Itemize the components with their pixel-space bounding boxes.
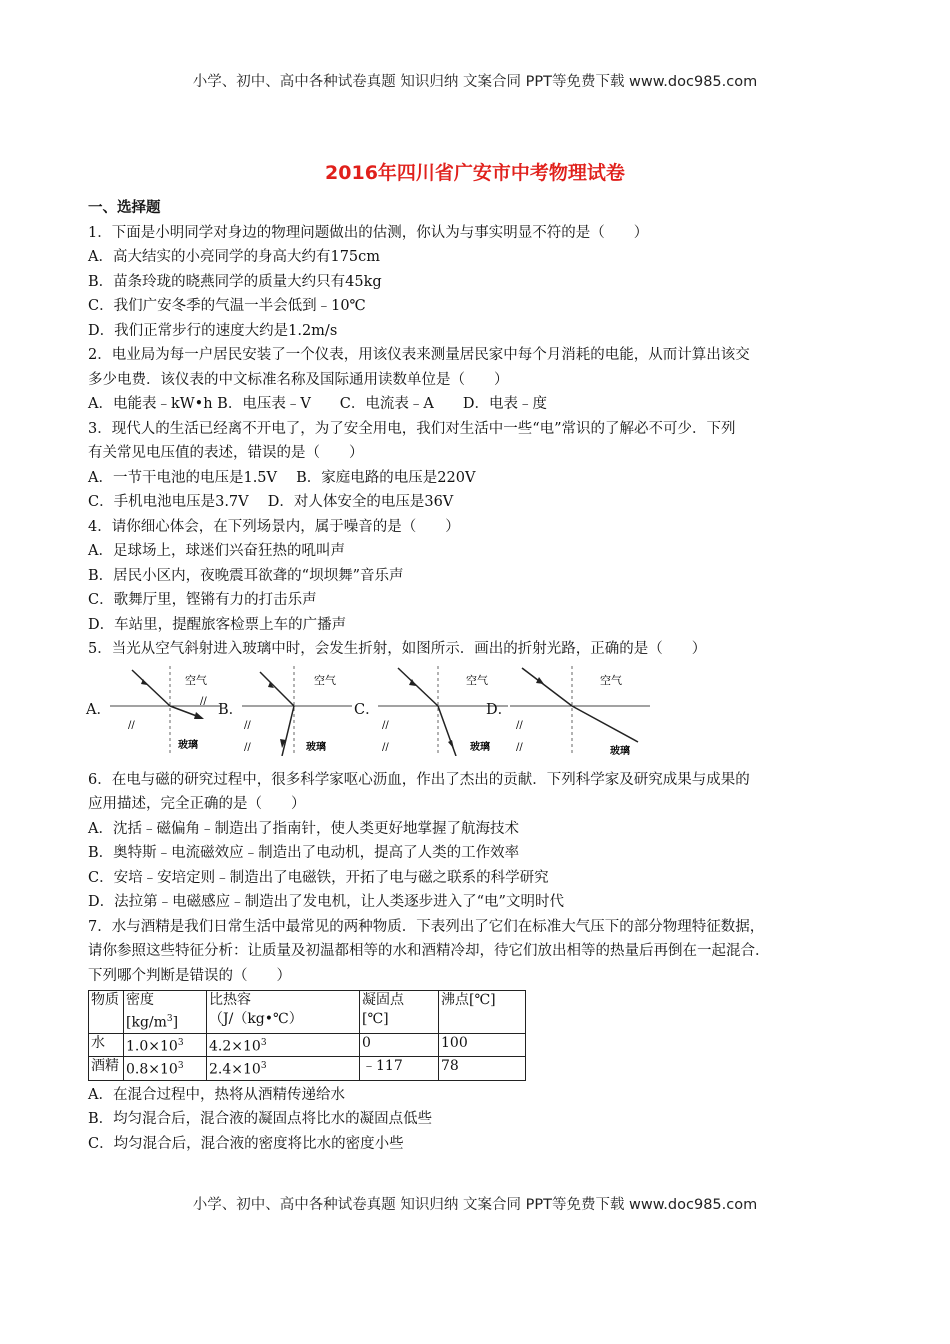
q7-stem-line3: 下列哪个判断是错误的（ ） — [88, 967, 291, 984]
q4-option-c: C．歌舞厅里，铿锵有力的打击乐声 — [88, 592, 317, 608]
q2-stem-line2: 多少电费．该仪表的中文标准名称及国际通用读数单位是（ ） — [88, 371, 509, 388]
exam-content — [88, 196, 868, 1156]
th-freeze-label: 凝固点 — [362, 992, 404, 1008]
q3-options-cd: C．手机电池电压是3.7V D．对人体安全的电压是36V — [88, 494, 454, 510]
q4-option-b: B．居民小区内，夜晚震耳欲聋的“坝坝舞”音乐声 — [88, 567, 404, 584]
q2-options: A．电能表﹣kW•h B．电压表﹣V C．电流表﹣A D．电表﹣度 — [88, 396, 547, 412]
th-boil: 沸点[℃] — [439, 991, 526, 1034]
th-density-unit-sup: 3 — [166, 1014, 173, 1024]
q3-options-ab: A．一节干电池的电压是1.5V B．家庭电路的电压是220V — [88, 469, 476, 486]
page-header: 小学、初中、高中各种试卷真题 知识归纳 文案合同 PPT等免费下载 www.doc985.com — [192, 74, 758, 90]
table-row — [89, 991, 526, 1034]
q5-d-glass-mark-2: // — [516, 741, 523, 753]
alcohol-heat-exp: 3 — [260, 1061, 267, 1072]
q1-option-a: A．高大结实的小亮同学的身高大约有175cm — [88, 249, 381, 265]
q5-figure-b — [242, 666, 352, 756]
cell-alcohol-boil: 78 — [439, 1057, 526, 1081]
q1-option-d: D．我们正常步行的速度大约是1.2m/s — [88, 322, 338, 339]
th-substance: 物质 — [89, 991, 124, 1034]
q5-a-glass-mark-2: // — [128, 719, 135, 731]
th-freeze-unit: [℃] — [362, 1011, 389, 1027]
alcohol-density-exp: 3 — [177, 1061, 184, 1072]
cell-alcohol-freeze: ﹣117 — [360, 1057, 439, 1081]
q3-stem-line2: 有关常见电压值的表述，错误的是（ ） — [88, 445, 364, 461]
cell-water-name: 水 — [89, 1033, 124, 1057]
table-row — [89, 1057, 526, 1081]
q7-option-c: C．均匀混合后，混合液的密度将比水的密度小些 — [88, 1135, 404, 1152]
cell-water-freeze: 0 — [360, 1033, 439, 1057]
th-density-unit — [126, 1010, 204, 1033]
q2-stem-line1: 2．电业局为每一户居民安装了一个仪表，用该仪表来测量居民家中每个月消耗的电能，从而计算出该交 — [88, 347, 750, 363]
q5-a-glass-mark: // — [200, 695, 207, 707]
q5-c-glass-mark-2: // — [382, 741, 389, 753]
q6-option-c: C．安培﹣安培定则﹣制造出了电磁铁，开拓了电与磁之联系的科学研究 — [88, 869, 549, 886]
th-density-unit-a: [kg/m — [126, 1014, 167, 1031]
q7-data-table — [88, 990, 526, 1081]
q5-b-glass-mark-2: // — [244, 741, 251, 753]
q5-figure-a — [110, 666, 220, 756]
q5-b-air-label: 空气 — [314, 673, 336, 687]
th-density — [124, 991, 207, 1034]
q1-option-c: C．我们广安冬季的气温一半会低到﹣10℃ — [88, 298, 366, 314]
q5-label-a: A． — [86, 701, 111, 718]
q5-a-air-label: 空气 — [185, 673, 207, 687]
q5-figures — [88, 666, 868, 756]
q6-option-d: D．法拉第﹣电磁感应﹣制造出了发电机，让人类逐步进入了“电”文明时代 — [88, 894, 564, 910]
q5-c-glass-label: 玻璃 — [470, 741, 490, 753]
section-heading: 一、选择题 — [88, 200, 161, 216]
cell-water-heat — [207, 1033, 360, 1057]
q5-d-glass-label: 玻璃 — [610, 745, 630, 756]
water-density-exp: 3 — [177, 1037, 184, 1048]
q6-option-a: A．沈括﹣磁偏角﹣制造出了指南针，使人类更好地掌握了航海技术 — [88, 820, 519, 837]
q3-stem-line1: 3．现代人的生活已经离不开电了，为了安全用电，我们对生活中一些“电”常识的了解必不可少．下列 — [88, 420, 736, 437]
q7-option-a: A．在混合过程中，热将从酒精传递给水 — [88, 1086, 345, 1103]
page-footer: 小学、初中、高中各种试卷真题 知识归纳 文案合同 PPT等免费下载 www.doc985.com — [192, 1197, 758, 1213]
cell-water-boil: 100 — [439, 1033, 526, 1057]
q4-option-d: D．车站里，提醒旅客检票上车的广播声 — [88, 616, 347, 633]
q5-figure-d — [510, 666, 650, 756]
q1-option-b: B．苗条玲珑的晓燕同学的质量大约只有45kg — [88, 273, 382, 290]
q5-c-air-label: 空气 — [466, 673, 488, 687]
q5-a-glass-label: 玻璃 — [178, 739, 198, 751]
q5-label-c: C． — [354, 701, 380, 718]
q6-option-b: B．奥特斯﹣电流磁效应﹣制造出了电动机，提高了人类的工作效率 — [88, 845, 520, 861]
th-heat — [207, 991, 360, 1034]
cell-alcohol-heat — [207, 1057, 360, 1081]
th-heat-label: 比热容 — [209, 992, 251, 1008]
exam-title: 2016年四川省广安市中考物理试卷 — [325, 162, 625, 184]
q5-stem: 5．当光从空气斜射进入玻璃中时，会发生折射，如图所示．画出的折射光路，正确的是（ ） — [88, 641, 707, 657]
water-heat-exp: 3 — [260, 1037, 267, 1048]
q5-label-b: B． — [218, 701, 244, 718]
th-freeze — [360, 991, 439, 1034]
q7-stem-line2: 请你参照这些特征分析：让质量及初温都相等的水和酒精冷却，待它们放出相等的热量后再倒在一起混合． — [88, 943, 770, 959]
q7-option-b: B．均匀混合后，混合液的凝固点将比水的凝固点低些 — [88, 1111, 433, 1128]
q4-stem: 4．请你细心体会，在下列场景内，属于噪音的是（ ） — [88, 518, 460, 535]
cell-alcohol-name: 酒精 — [89, 1057, 124, 1081]
q5-label-d: D． — [486, 701, 513, 718]
q5-d-air-label: 空气 — [600, 673, 622, 687]
q1-stem: 1．下面是小明同学对身边的物理问题做出的估测，你认为与事实明显不符的是（ ） — [88, 224, 649, 241]
q6-stem-line2: 应用描述，完全正确的是（ ） — [88, 796, 306, 812]
q5-c-glass-mark: // — [382, 719, 389, 731]
cell-water-density — [124, 1033, 207, 1057]
q6-stem-line1: 6．在电与磁的研究过程中，很多科学家呕心沥血，作出了杰出的贡献．下列科学家及研究成果与成果的 — [88, 771, 750, 788]
cell-alcohol-density — [124, 1057, 207, 1081]
water-heat-base: 4.2×10 — [209, 1038, 261, 1055]
table-row — [89, 1033, 526, 1057]
q4-option-a: A．足球场上，球迷们兴奋狂热的吼叫声 — [88, 543, 345, 559]
q7-stem-line1: 7．水与酒精是我们日常生活中最常见的两种物质．下表列出了它们在标准大气压下的部分物理特征数据， — [88, 918, 765, 935]
q5-d-glass-mark: // — [516, 719, 523, 731]
th-density-unit-b: ] — [172, 1014, 179, 1031]
alcohol-heat-base: 2.4×10 — [209, 1061, 261, 1078]
th-heat-unit: （J/（kg•℃） — [209, 1011, 303, 1027]
th-density-label: 密度 — [126, 992, 154, 1008]
alcohol-density-base: 0.8×10 — [126, 1061, 178, 1078]
q5-b-glass-label: 玻璃 — [306, 741, 326, 753]
water-density-base: 1.0×10 — [126, 1038, 178, 1055]
q5-b-glass-mark: // — [244, 719, 251, 731]
